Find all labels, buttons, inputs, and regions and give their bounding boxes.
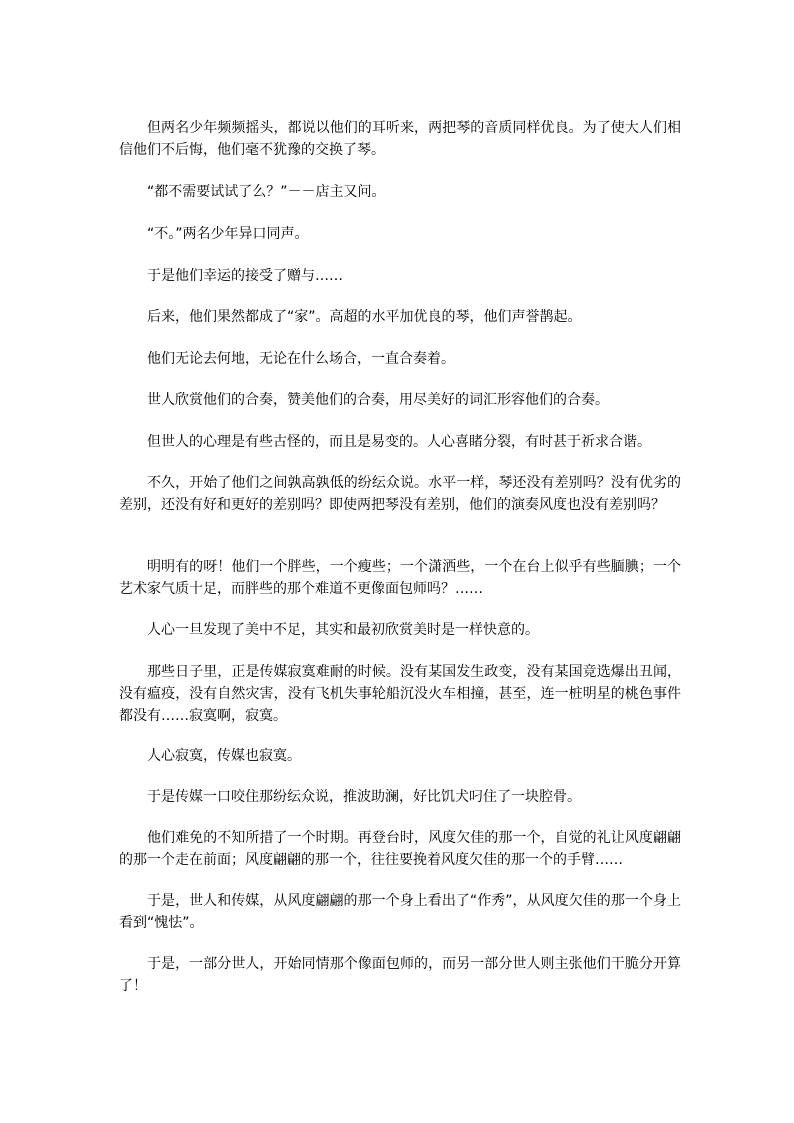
paragraph: 于是他们幸运的接受了赠与…… <box>147 268 343 284</box>
paragraph: 不久，开始了他们之间孰高孰低的纷纭众说。水平一样，琴还没有差别吗？没有优劣的差别，还没有好和更好的差别吗？即使两把琴没有差别，他们的演奏风度也没有差别吗？ <box>119 475 681 513</box>
paragraph: 人心寂寞，传媒也寂寞。 <box>147 748 301 764</box>
paragraph: 明明有的呀！他们一个胖些，一个瘦些；一个潇洒些，一个在台上似乎有些腼腆；一个艺术家气质十足，而胖些的那个难道不更像面包师吗？…… <box>119 559 681 597</box>
paragraph: 他们难免的不知所措了一个时期。再登台时，风度欠佳的那一个，自觉的礼让风度翩翩的那一个走在前面；风度翩翩的那一个，往往要挽着风度欠佳的那一个的手臂…… <box>119 830 681 868</box>
paragraph: 世人欣赏他们的合奏，赞美他们的合奏，用尽美好的词汇形容他们的合奏。 <box>147 392 609 408</box>
paragraph: 于是，一部分世人，开始同情那个像面包师的，而另一部分世人则主张他们干脆分开算了！ <box>119 956 681 994</box>
paragraph: “不。”两名少年异口同声。 <box>147 226 309 242</box>
paragraph: 但世人的心理是有些古怪的，而且是易变的。人心喜睹分裂，有时甚于祈求合谐。 <box>147 434 651 450</box>
paragraph: 人心一旦发现了美中不足，其实和最初欣赏美时是一样快意的。 <box>147 622 539 638</box>
paragraph: 后来，他们果然都成了“家”。高超的水平加优良的琴，他们声誉鹊起。 <box>147 309 582 325</box>
paragraph: 于是传媒一口咬住那纷纭众说，推波助澜，好比饥犬叼住了一块腔骨。 <box>147 789 581 805</box>
paragraph: 于是，世人和传媒，从风度翩翩的那一个身上看出了“作秀”，从风度欠佳的那一个身上看到“愧怯”。 <box>119 893 681 931</box>
paragraph: 他们无论去何地，无论在什么场合，一直合奏着。 <box>147 351 455 367</box>
paragraph: 但两名少年频频摇头，都说以他们的耳听来，两把琴的音质同样优良。为了使大人们相信他们不后悔，他们毫不犹豫的交换了琴。 <box>119 120 681 158</box>
paragraph: 那些日子里，正是传媒寂寞难耐的时候。没有某国发生政变，没有某国竞选爆出丑闻，没有瘟疫，没有自然灾害，没有飞机失事轮船沉没火车相撞，甚至，连一桩明星的桃色事件都没有……寂寞啊，寂寞。 <box>119 664 681 724</box>
paragraph: “都不需要试试了么？”－－店主又问。 <box>147 184 386 200</box>
